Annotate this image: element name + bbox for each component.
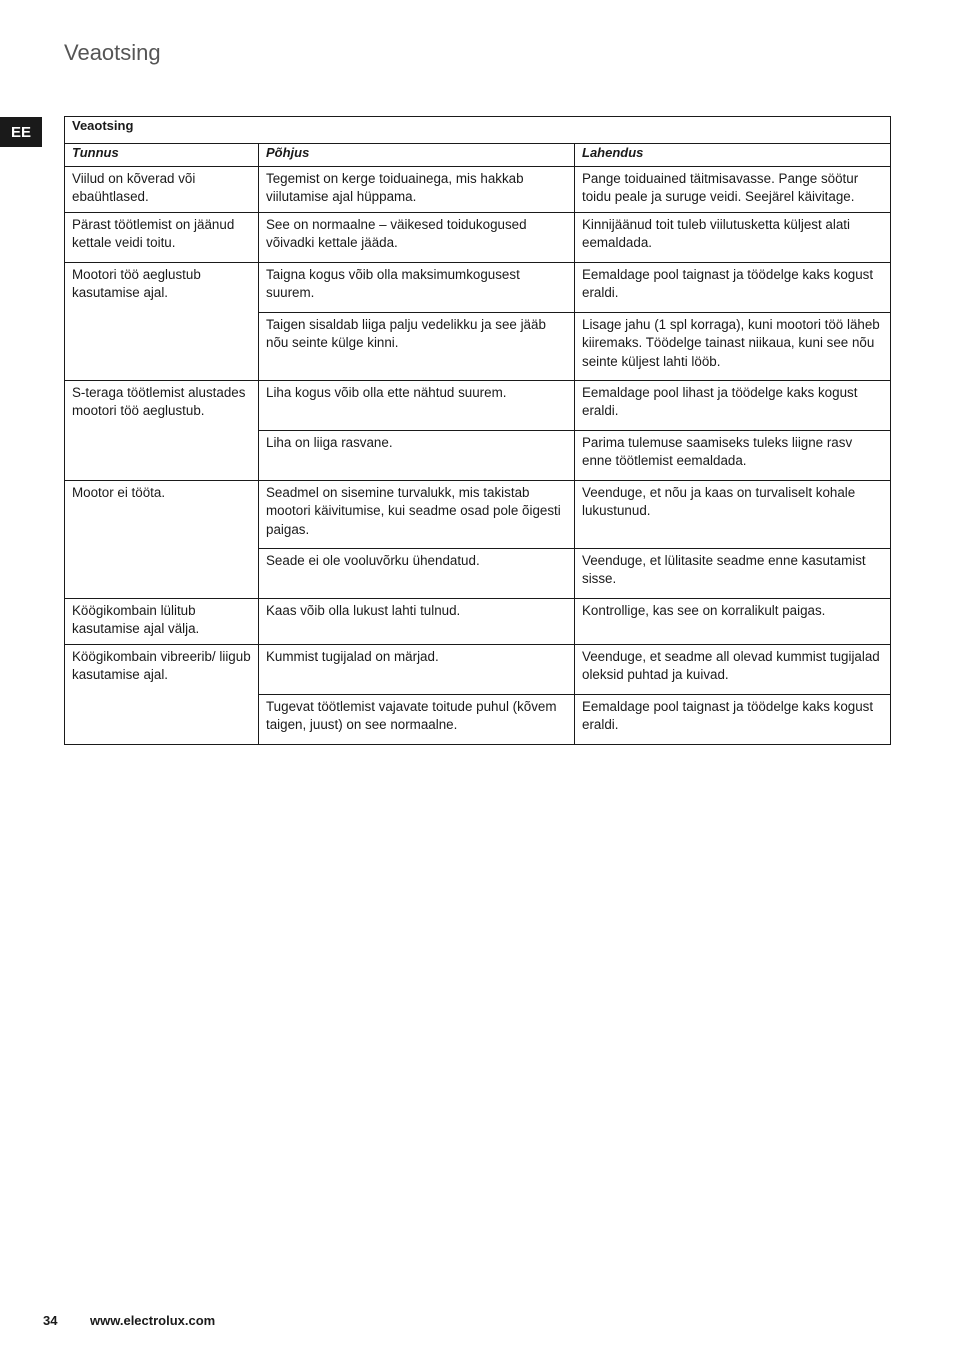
footer-url: www.electrolux.com bbox=[90, 1313, 216, 1328]
solution-cell: Eemaldage pool taignast ja töödelge kaks kogust eraldi. bbox=[575, 263, 891, 313]
language-tab: EE bbox=[0, 117, 42, 147]
symptom-cell: Pärast töötlemist on jäänud kettale veidi toitu. bbox=[65, 213, 259, 263]
symptom-cell: S-teraga töötlemist alustades mootori töö aeglustub. bbox=[65, 381, 259, 481]
table-row bbox=[65, 645, 891, 695]
symptom-cell: Köögikombain lülitub kasutamise ajal välja. bbox=[65, 599, 259, 645]
cause-cell: Taigen sisaldab liiga palju vedelikku ja see jääb nõu seinte külge kinni. bbox=[259, 313, 575, 381]
column-header-symptom: Tunnus bbox=[65, 144, 259, 167]
solution-cell: Pange toiduained täitmisavasse. Pange söötur toidu peale ja suruge veidi. Seejärel käivitage. bbox=[575, 167, 891, 213]
solution-cell: Veenduge, et nõu ja kaas on turvaliselt kohale lukustunud. bbox=[575, 481, 891, 549]
table-row bbox=[65, 263, 891, 313]
table-row bbox=[65, 599, 891, 645]
table-title: Veaotsing bbox=[65, 117, 891, 144]
symptom-cell: Mootor ei tööta. bbox=[65, 481, 259, 599]
column-header-solution: Lahendus bbox=[575, 144, 891, 167]
cause-cell: Taigna kogus võib olla maksimumkogusest suurem. bbox=[259, 263, 575, 313]
cause-cell: Seadmel on sisemine turvalukk, mis takistab mootori käivitumise, kui seadme osad pole õigesti paigas. bbox=[259, 481, 575, 549]
solution-cell: Eemaldage pool taignast ja töödelge kaks kogust eraldi. bbox=[575, 695, 891, 745]
troubleshooting-table bbox=[64, 116, 891, 745]
symptom-cell: Köögikombain vibreerib/ liigub kasutamise ajal. bbox=[65, 645, 259, 745]
solution-cell: Parima tulemuse saamiseks tuleks liigne rasv enne töötlemist eemaldada. bbox=[575, 431, 891, 481]
table-row bbox=[65, 213, 891, 263]
cause-cell: Tugevat töötlemist vajavate toitude puhul (kõvem taigen, juust) on see normaalne. bbox=[259, 695, 575, 745]
cause-cell: Liha kogus võib olla ette nähtud suurem. bbox=[259, 381, 575, 431]
table-row bbox=[65, 167, 891, 213]
cause-cell: Kummist tugijalad on märjad. bbox=[259, 645, 575, 695]
solution-cell: Kontrollige, kas see on korralikult paigas. bbox=[575, 599, 891, 645]
page-number: 34 bbox=[43, 1313, 58, 1328]
symptom-cell: Viilud on kõverad või ebaühtlased. bbox=[65, 167, 259, 213]
cause-cell: Seade ei ole vooluvõrku ühendatud. bbox=[259, 549, 575, 599]
cause-cell: Kaas võib olla lukust lahti tulnud. bbox=[259, 599, 575, 645]
cause-cell: Liha on liiga rasvane. bbox=[259, 431, 575, 481]
page-title: Veaotsing bbox=[64, 40, 161, 65]
solution-cell: Veenduge, et seadme all olevad kummist tugijalad oleksid puhtad ja kuivad. bbox=[575, 645, 891, 695]
solution-cell: Lisage jahu (1 spl korraga), kuni mootori töö läheb kiiremaks. Töödelge tainast niikaua, kuni see nõu seinte küljest lahti lööb. bbox=[575, 313, 891, 381]
table-row bbox=[65, 381, 891, 431]
cause-cell: Tegemist on kerge toiduainega, mis hakkab viilutamise ajal hüppama. bbox=[259, 167, 575, 213]
symptom-cell: Mootori töö aeglustub kasutamise ajal. bbox=[65, 263, 259, 381]
cause-cell: See on normaalne – väikesed toidukogused võivadki kettale jääda. bbox=[259, 213, 575, 263]
solution-cell: Kinnijäänud toit tuleb viilutusketta küljest alati eemaldada. bbox=[575, 213, 891, 263]
column-header-cause: Põhjus bbox=[259, 144, 575, 167]
solution-cell: Veenduge, et lülitasite seadme enne kasutamist sisse. bbox=[575, 549, 891, 599]
table-row bbox=[65, 481, 891, 549]
solution-cell: Eemaldage pool lihast ja töödelge kaks kogust eraldi. bbox=[575, 381, 891, 431]
